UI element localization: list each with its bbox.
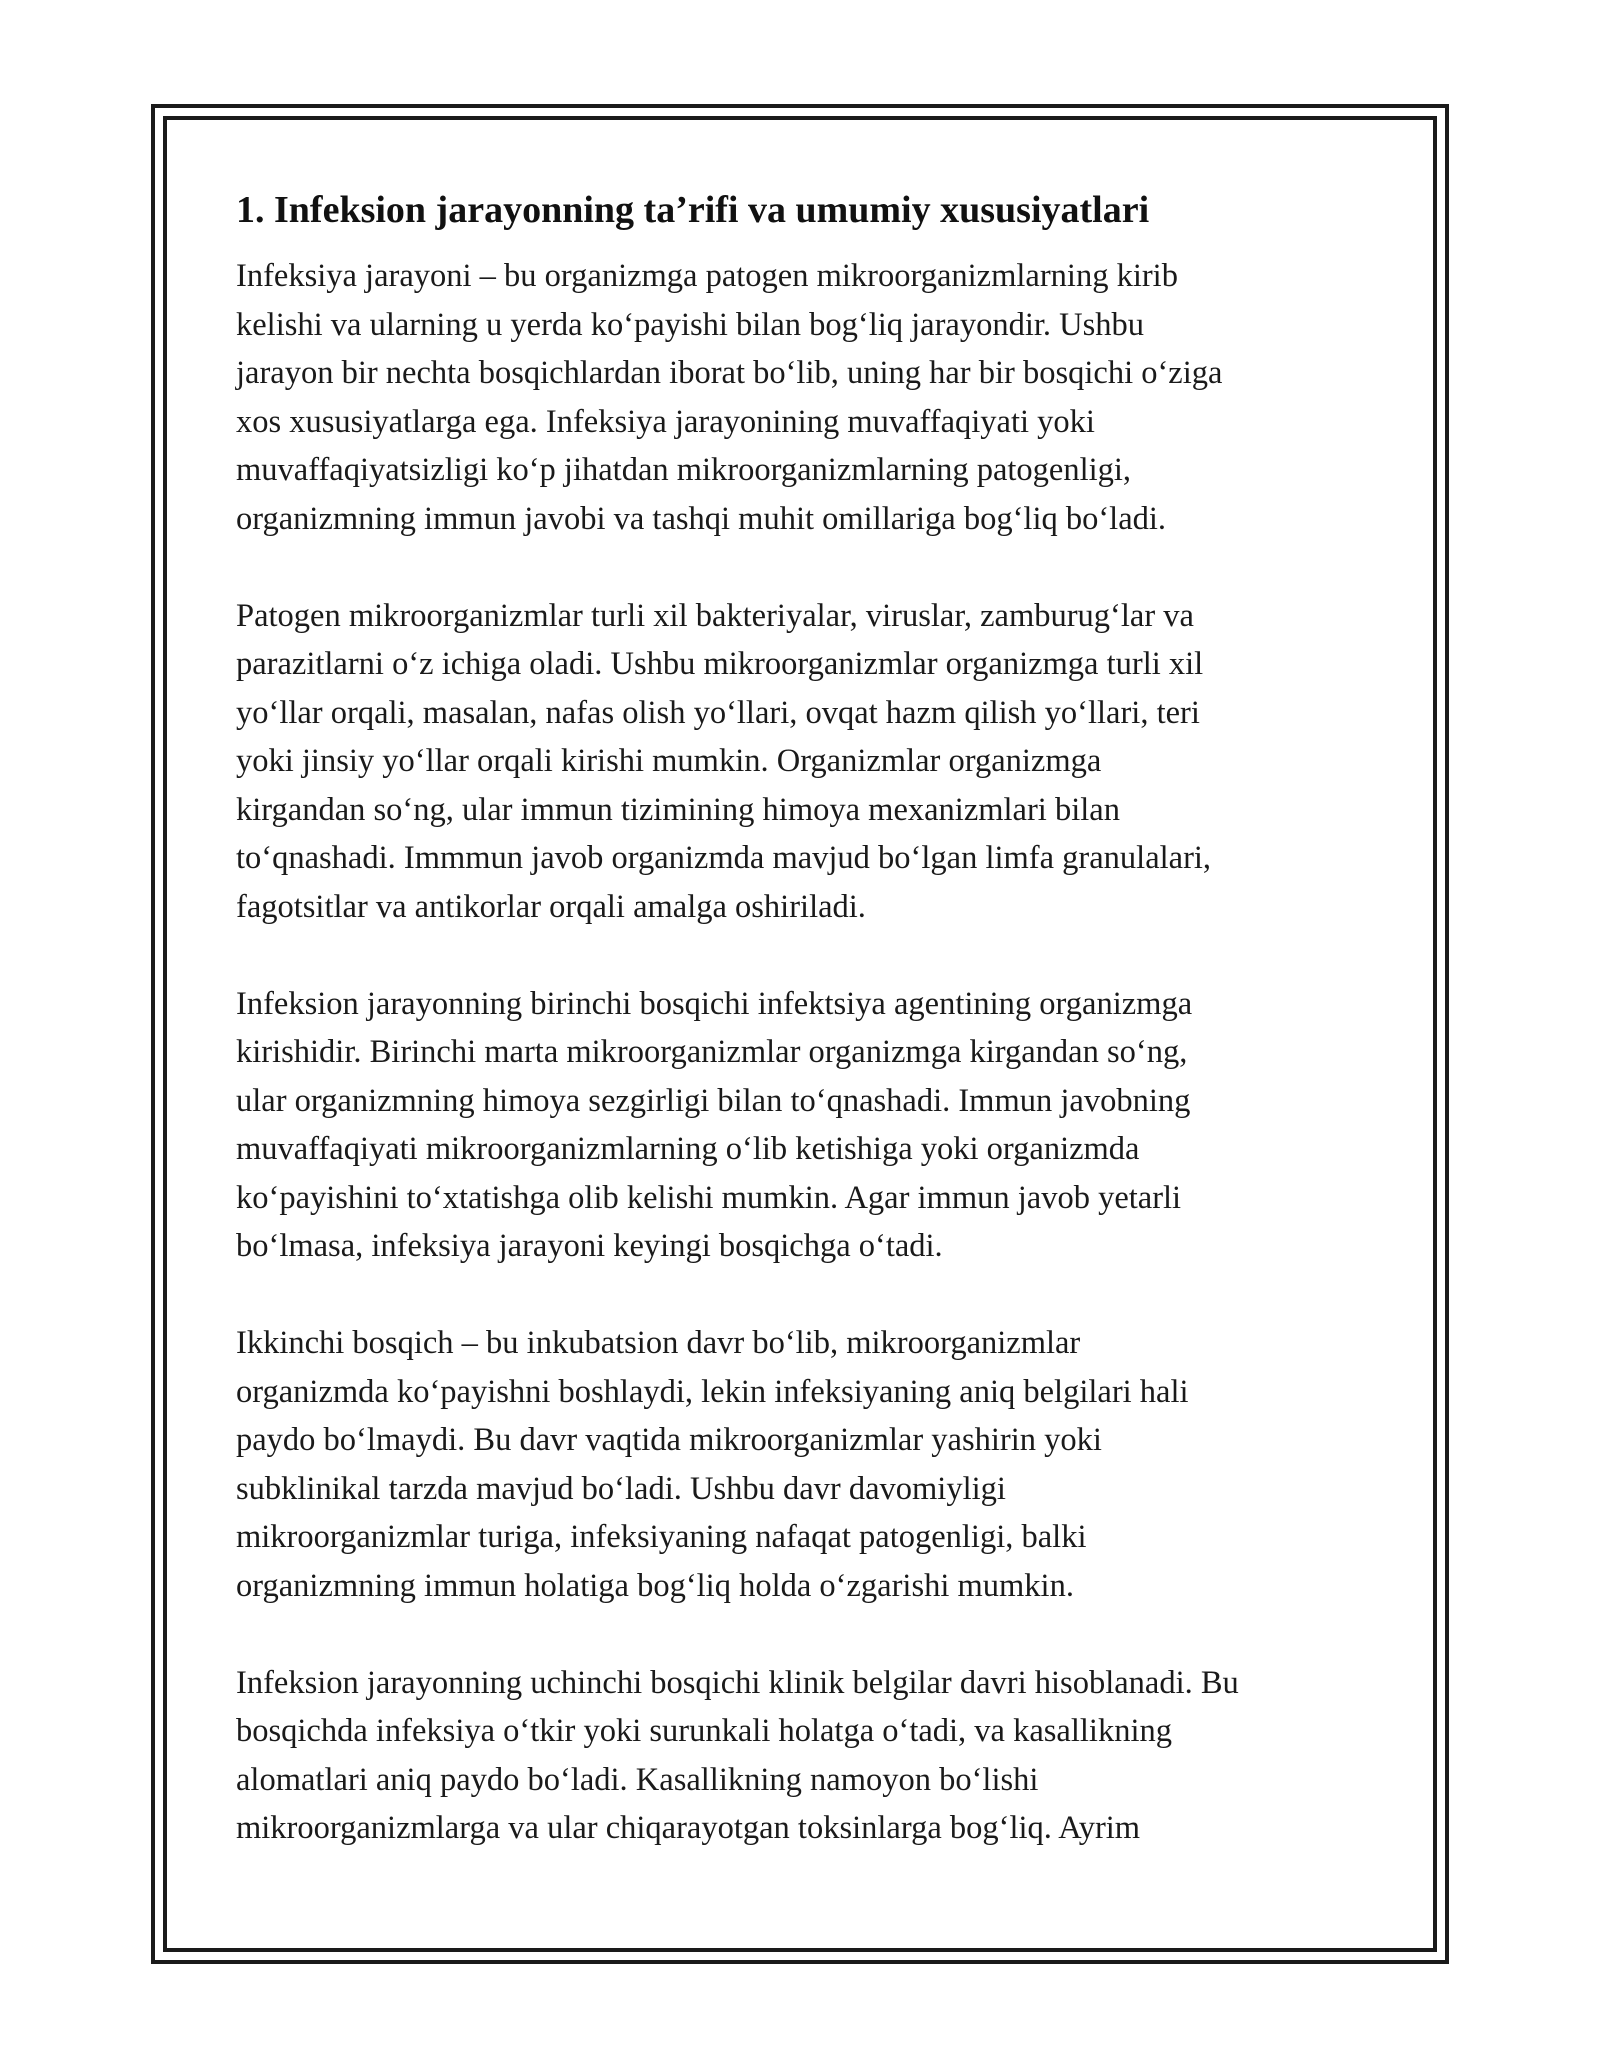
text-line: mikroorganizmlarga va ular chiqarayotgan toksinlarga bogʻliq. Ayrim [236,1810,1141,1846]
text-line: Infeksiya jarayoni – bu organizmga patogen mikroorganizmlarning kirib [236,258,1178,294]
text-line: Infeksion jarayonning birinchi bosqichi infektsiya agentining organizmga [236,985,1193,1022]
text-line: organizmning immun holatiga bogʻliq holda oʻzgarishi mumkin. [236,1567,1074,1604]
text-line: Infeksion jarayonning uchinchi bosqichi klinik belgilar davri hisoblanadi. Bu [236,1664,1239,1701]
text-line: yoki jinsiy yoʻllar orqali kirishi mumkin. Organizmlar organizmga [236,743,1102,779]
text-line: kelishi va ularning u yerda koʻpayishi bilan bogʻliq jarayondir. Ushbu [236,306,1145,343]
text-line: boʻlmasa, infeksiya jarayoni keyingi bosqichga oʻtadi. [236,1228,943,1264]
paragraph-3 [236,980,1376,1271]
text-line: kirgandan soʻng, ular immun tizimining himoya mexanizmlari bilan [236,791,1120,828]
text-line: alomatlari aniq paydo boʻladi. Kasallikning namoyon boʻlishi [236,1761,1039,1798]
text-line: subklinikal tarzda mavjud boʻladi. Ushbu davr davomiyligi [236,1470,1006,1507]
text-line: jarayon bir nechta bosqichlardan iborat boʻlib, uning har bir bosqichi oʻziga [236,355,1223,391]
text-line: yoʻllar orqali, masalan, nafas olish yoʻllari, ovqat hazm qilish yoʻllari, teri [236,694,1200,731]
document-content [236,186,1376,1901]
section-heading: 1. Infeksion jarayonning ta’rifi va umumiy xususiyatlari [236,189,1150,231]
text-line: bosqichda infeksiya oʻtkir yoki surunkali holatga oʻtadi, va kasallikning [236,1713,1172,1749]
text-line: Patogen mikroorganizmlar turli xil bakteriyalar, viruslar, zamburugʻlar va [236,597,1194,634]
paragraph-1 [236,252,1376,543]
text-line: fagotsitlar va antikorlar orqali amalga oshiriladi. [236,888,866,925]
text-line: paydo boʻlmaydi. Bu davr vaqtida mikroorganizmlar yashirin yoki [236,1422,1102,1458]
paragraph-5 [236,1659,1376,1853]
text-line: mikroorganizmlar turiga, infeksiyaning nafaqat patogenligi, balki [236,1519,1087,1555]
text-line: parazitlarni oʻz ichiga oladi. Ushbu mikroorganizmlar organizmga turli xil [236,646,1204,682]
text-line: ular organizmning himoya sezgirligi bilan toʻqnashadi. Immun javobning [236,1082,1191,1119]
paragraph-4 [236,1319,1376,1610]
text-line: organizmning immun javobi va tashqi muhit omillariga bogʻliq boʻladi. [236,500,1167,537]
paragraph-2 [236,592,1376,932]
text-line: Ikkinchi bosqich – bu inkubatsion davr boʻlib, mikroorganizmlar [236,1325,1081,1361]
text-line: organizmda koʻpayishni boshlaydi, lekin infeksiyaning aniq belgilari hali [236,1373,1189,1410]
text-line: toʻqnashadi. Immmun javob organizmda mavjud boʻlgan limfa granulalari, [236,840,1212,876]
text-line: kirishidir. Birinchi marta mikroorganizmlar organizmga kirgandan soʻng, [236,1034,1188,1070]
text-line: koʻpayishini toʻxtatishga olib kelishi mumkin. Agar immun javob yetarli [236,1179,1182,1216]
text-line: xos xususiyatlarga ega. Infeksiya jarayonining muvaffaqiyati yoki [236,403,1095,440]
text-line: muvaffaqiyatsizligi koʻp jihatdan mikroorganizmlarning patogenligi, [236,452,1132,488]
text-line: muvaffaqiyati mikroorganizmlarning oʻlib ketishiga yoki organizmda [236,1131,1140,1167]
